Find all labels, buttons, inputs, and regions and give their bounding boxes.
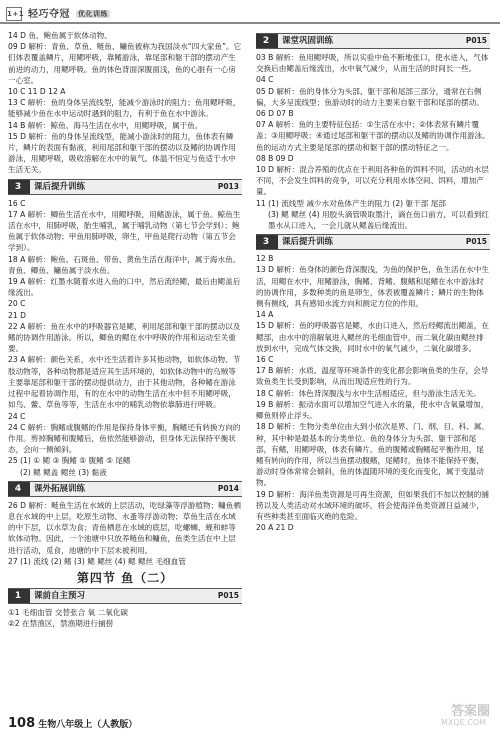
answer-item: (2) 鳃 鳃盖 鳃丝 (3) 黏液	[20, 467, 107, 477]
answer-item: 19 D 解析：海洋鱼类资源是可再生资源，但如果我们不加以控制的捕捞以及人类活动对水域环境的破坏，将会使海洋鱼类资源日益减少，有些种类甚至面临灭绝的危险。	[256, 489, 489, 521]
answer-item: 14 A	[256, 310, 274, 320]
watermark-logo: 答案圈	[450, 704, 490, 719]
brand-tag: 优化训练	[77, 10, 108, 18]
answer-item: 13 D 解析：鱼身体的颜色背深腹浅，为鱼的保护色，鱼生活在水中生活，用鳃在水中，用鳍游泳，胸鳍、背鳍、腹鳍和尾鳍在水中游泳时的协调作用，多数种类的鱼是卵生，体表被覆盖鳞片；鳞片的生物体侧有侧线，具有感知水流方向和测定方位的作用。	[256, 265, 489, 309]
section-banner	[256, 33, 490, 49]
page-header	[0, 0, 500, 26]
brand-title: 轻巧夺冠	[27, 9, 70, 20]
banner-page: P015	[217, 591, 239, 601]
answer-item: 24 C	[8, 411, 26, 421]
banner-title: 课后提升训练	[34, 181, 86, 192]
answer-item: 16 C	[256, 355, 274, 365]
banner-page: P015	[465, 237, 487, 247]
banner-number: 3	[262, 237, 270, 248]
brand-logo: 1+1	[6, 7, 22, 21]
answer-item: (3) 鳃 鳃丝 (4) 用胶头滴管吸取墨汁，滴在鱼口前方，可以看到红墨水从口进入，一会儿就从鳃盖后缘流出。	[268, 209, 490, 231]
banner-number: 3	[14, 181, 22, 192]
answer-item: 14 D 鱼、鲍鱼属于软体动物。	[8, 31, 112, 40]
answer-item: 21 D	[8, 310, 26, 320]
answer-item: 15 D 解析：鱼的呼吸器官是鳃，水由口进入，然后经鳃流出鳃盖，在鳃部，由水中的溶解氧进入鳃丝的毛细血管中，而二氧化碳由鳃丝排放到水中，完成气体交换，同时水中的氧气减少，二氧化碳增多。	[256, 321, 489, 353]
banner-title: 课外拓展训练	[34, 483, 86, 494]
banner-page: P015	[465, 36, 487, 45]
answer-item: ②2 在禁渔区，禁渔期进行捕捞	[8, 619, 114, 629]
banner-number: 2	[262, 36, 270, 46]
section-banner	[8, 179, 242, 195]
answer-item: 03 B 解析：鱼用鳃呼吸，所以实验中鱼不断地张口，使水进入，气体交换后由鳃盖后缘流出，水中氧气减少，从而生活的时间长一些。	[256, 53, 489, 74]
answer-item: 24 C 解析：胸鳍或腹鳍的作用是保持身体平衡，胸鳍还有转换方向的作用。剪掉胸鳍和腹鳍后，鱼依然能够游动，但身体无法保持平衡状态，会向一侧倾斜。	[8, 422, 241, 455]
answer-item: 23 A 解析：颜色关系，水中还生活着许多其他动物，如软体动物、节肢动物等，各种动物都是适应其生活环境的，如软体动物中的乌贼等主要靠尾部和躯干部的摆动提供动力，由于其他动物，各种鳍在游泳过程中起着协调作用，有的在水中的动物生活在水中但不用鳃呼吸，如鸟、鳖、草鱼等等，生活在水中的哺乳动物依靠肺进行呼吸。	[8, 355, 241, 410]
answer-item: 17 B 解析：水质、温度等环境条件的变化都会影响鱼类的生存，会导致鱼类生长受到影响，从而出现适应性的行为。	[256, 366, 489, 387]
answer-item: 19 A 解析：红墨水随着水进入鱼的口中，然后流经鳃，最后由鳃盖后缘流出。	[8, 277, 241, 298]
answer-item: 18 D 解析：生物分类单位由大到小依次是界、门、纲、目、科、属、种，其中种是最基本的分类单位。鱼的身体分为头部、躯干部和尾部，有鳍，用鳃呼吸，体表有鳞片。鱼的腹鳍或胸鳍起平衡作用，尾鳍有转向的作用，所以当鱼摆动腹鳍，尾鳍时，鱼体不能保持平衡，游动时身体常常会倾斜，鱼的体温随环境的变化而变化，属于变温动物。	[256, 422, 489, 488]
answer-item: ①1 毛细血管 交替张合 氧 二氧化碳	[8, 608, 129, 618]
answer-item: 17 A 解析：鲫鱼生活在水中，用鳃呼吸，用鳍游泳，属于鱼。鲸鱼生活在水中，用肺呼吸，胎生哺乳，属于哺乳动物（第七节会学到）；鲍鱼属于软体动物；甲鱼用肺呼吸，卵生，甲鱼是爬行动物（第五节会学到）。	[8, 209, 241, 253]
answer-item: 16 C	[8, 198, 26, 208]
section-banner	[8, 588, 242, 604]
banner-page: P013	[217, 181, 239, 191]
section-title: 第四节 鱼（二）	[76, 570, 174, 585]
banner-page: P014	[217, 483, 239, 493]
answer-item: 05 D 解析：鱼的身体分为头部、躯干部和尾部三部分，通常在右侧偏，大多呈流线型；鱼游动时的动力主要来自躯干部和尾部的摆动。	[256, 86, 484, 107]
footer-label: 生物八年级上（人教版）	[38, 720, 138, 730]
answer-item: 12 B	[256, 254, 274, 264]
answer-item: 22 A 解析：鱼在水中的呼吸器官是鳃，利用尾部和躯干部的摆动以及鳍的协调作用游泳。所以，鲫鱼的鳃在水中呼吸的作用和运动至关重要。	[8, 321, 241, 354]
banner-title: 课堂巩固训练	[282, 36, 334, 46]
answer-item: 10 C 11 D 12 A	[8, 87, 66, 97]
answer-item: 13 C 解析：鱼的身体呈流线型，能减少游泳时的阻力；鱼用鳃呼吸，能够减少鱼在水中运动时遇到的阻力，有利于鱼在水中游泳。	[8, 98, 241, 119]
answer-item: 18 A 解析：鲍鱼、石斑鱼、带鱼、黄鱼生活在海洋中，属于海水鱼。青鱼、鲫鱼、鳙鱼属于淡水鱼。	[8, 254, 241, 275]
answer-item: 20 A 21 D	[256, 523, 294, 533]
answer-item: 20 C	[8, 299, 26, 309]
brand	[6, 5, 110, 21]
answer-item: 19 B 解析：振动水面可以增加空气进入水的量，使水中含氧量增加，鲫鱼则停止浮头。	[256, 399, 489, 421]
banner-number: 4	[14, 483, 22, 494]
watermark-url: MXQE.COM	[440, 718, 486, 727]
answer-item: 26 D 解析：鲢鱼生活在水域的上层活动，吃绿藻等浮游植物；鳙鱼栖息在水域的中上层，吃原生动物、水蚤等浮游动物；草鱼生活在水域的中下层，以水草为食；青鱼栖息在水域的底层，吃螺蛳、蚬和蚌等软体动物。因此，一个池塘中只放养鲢鱼和鳙鱼，鱼类生活在中上层进行活动，觅食，池塘的中下层未被利用。	[8, 500, 241, 555]
left-column	[8, 30, 242, 630]
page-number: 108	[8, 716, 36, 731]
answer-item: 15 D 解析：鱼的身体呈流线型，能减小游泳时的阻力，鱼体表有鳞片，鳞片的表面有黏液，利用尾部和躯干部的摆动以及鳍的协调作用游泳，用鳃呼吸，吸收溶解在水中的氧气。体温不恒定与鱼适于水中生活无关。	[8, 131, 236, 175]
answer-item: 14 B 解析：鲸鱼、海马生活在水中，用鳃呼吸，属于鱼。	[8, 120, 203, 130]
banner-title: 课后提升训练	[282, 237, 334, 248]
banner-number: 1	[14, 591, 22, 602]
answer-item: 10 D 解析：混合养殖的优点在于利用各种鱼的饵料不同，活动的水层不同，不会发生饵料的竞争，可以充分利用水体空间、饵料，增加产量。	[256, 165, 489, 197]
answer-item: 07 A 解析：鱼的主要特征包括：①生活在水中；②体表常有鳞片覆盖；③用鳃呼吸；④通过尾部和躯干部的摆动以及鳍的协调作用游泳。鱼的运动方式主要是尾部的摆动和躯干部的摆动特征之一。	[256, 120, 490, 152]
section-banner	[8, 481, 242, 497]
banner-title: 课前自主预习	[34, 591, 86, 602]
answer-item: 25 (1) ① 鳃 ③ 胸鳍 ⑤ 腹鳍 ⑤ 尾鳍	[8, 456, 131, 466]
answer-item: 18 C 解析：体色背深腹浅与水中生活相适应，但与游泳生活无关。	[256, 388, 481, 398]
answer-item: 09 D 解析：青鱼、草鱼、鲢鱼、鳙鱼被称为我国淡水“四大家鱼”。它们体表覆盖鳞片，用鳃呼吸，靠鳍游泳，靠尾部和躯干部的摆动产生前进的动力，用鳃呼吸。鱼的体色背面深腹面浅，鱼的心脏有一心房一心室。	[8, 42, 242, 85]
answer-item: 06 D 07 B	[256, 109, 294, 119]
answer-item: 08 B 09 D	[256, 153, 294, 163]
right-column	[256, 30, 490, 533]
answer-item: 11 (1) 流线型 减少水对鱼体产生的阻力 (2) 躯干部 尾部	[256, 198, 446, 208]
section-banner	[256, 234, 490, 250]
header-rule	[0, 22, 500, 24]
page-footer	[8, 716, 137, 731]
answer-item: 04 C	[256, 75, 274, 85]
answer-item: 27 (1) 流线 (2) 鳍 (3) 鳃 鳃丝 (4) 鳃 鳃丝 毛细血管	[8, 556, 186, 566]
